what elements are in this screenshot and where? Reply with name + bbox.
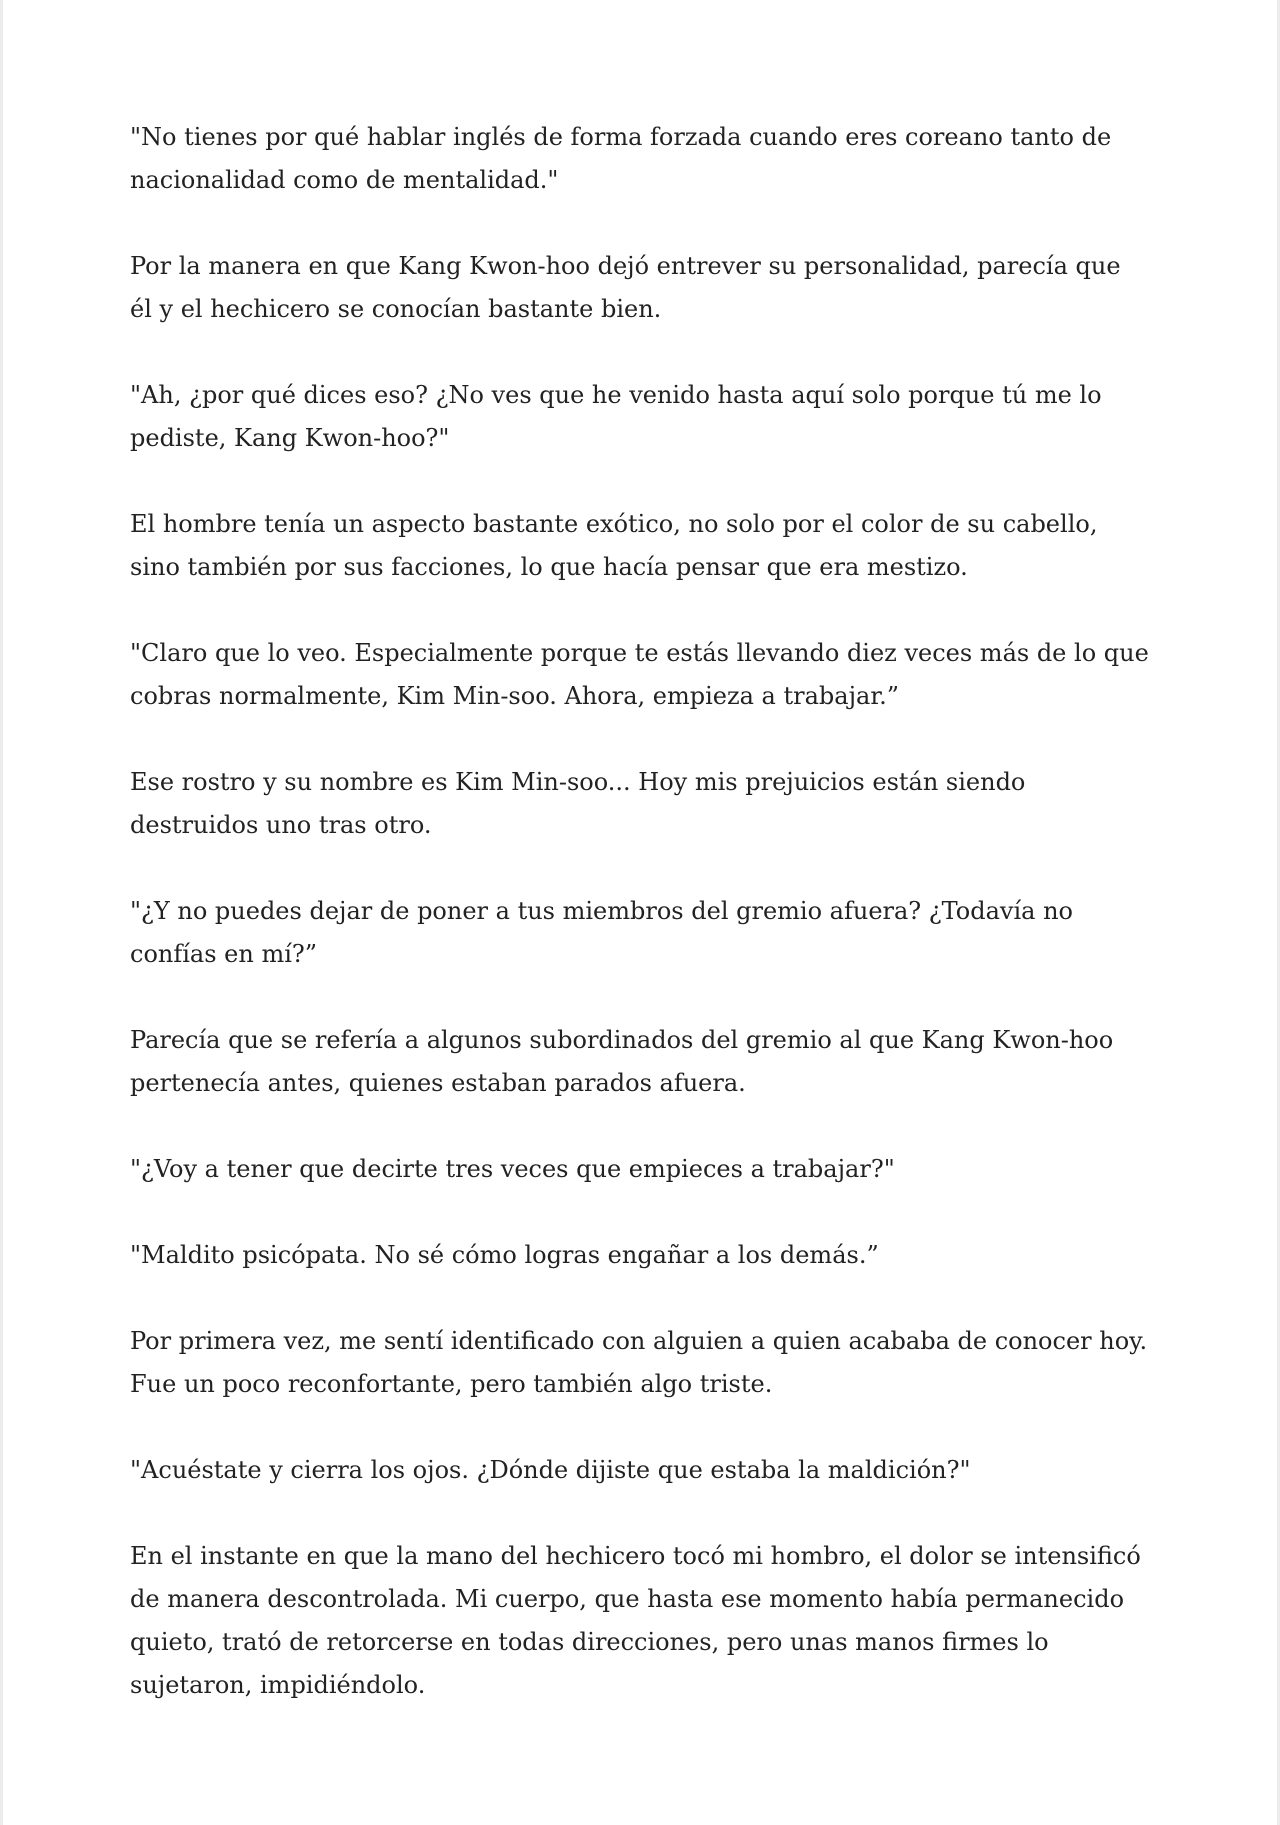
document-body [130, 116, 1150, 1750]
paragraph-11: Por primera vez, me sentí identificado con alguien a quien acababa de conocer hoy. Fue un poco reconfortante, pero también algo triste. [130, 1327, 1148, 1398]
paragraph-10: "Maldito psicópata. No sé cómo logras engañar a los demás.” [130, 1241, 879, 1269]
paragraph-2: Por la manera en que Kang Kwon-hoo dejó entrever su personalidad, parecía que él y el hechicero se conocían bastante bien. [130, 252, 1121, 323]
paragraph-7: "¿Y no puedes dejar de poner a tus miembros del gremio afuera? ¿Todavía no confías en mí?” [130, 897, 1074, 968]
page-edge-left [0, 0, 3, 1825]
paragraph-1: "No tienes por qué hablar inglés de forma forzada cuando eres coreano tanto de nacionalidad como de mentalidad." [130, 123, 1112, 194]
paragraph-6: Ese rostro y su nombre es Kim Min-soo... Hoy mis prejuicios están siendo destruidos uno tras otro. [130, 768, 1026, 839]
paragraph-5: "Claro que lo veo. Especialmente porque te estás llevando diez veces más de lo que cobras normalmente, Kim Min-soo. Ahora, empieza a trabajar.” [130, 639, 1149, 710]
paragraph-3: "Ah, ¿por qué dices eso? ¿No ves que he venido hasta aquí solo porque tú me lo pediste, Kang Kwon-hoo?" [130, 381, 1102, 452]
paragraph-13: En el instante en que la mano del hechicero tocó mi hombro, el dolor se intensificó de manera descontrolada. Mi cuerpo, que hasta ese momento había permanecido quieto, trató de retorcerse en todas direcciones, pero unas manos firmes lo sujetaron, impidiéndolo. [130, 1542, 1141, 1699]
paragraph-8: Parecía que se refería a algunos subordinados del gremio al que Kang Kwon-hoo pertenecía antes, quienes estaban parados afuera. [130, 1026, 1114, 1097]
paragraph-4: El hombre tenía un aspecto bastante exótico, no solo por el color de su cabello, sino también por sus facciones, lo que hacía pensar que era mestizo. [130, 510, 1098, 581]
paragraph-12: "Acuéstate y cierra los ojos. ¿Dónde dijiste que estaba la maldición?" [130, 1456, 971, 1484]
paragraph-9: "¿Voy a tener que decirte tres veces que empieces a trabajar?" [130, 1155, 895, 1183]
